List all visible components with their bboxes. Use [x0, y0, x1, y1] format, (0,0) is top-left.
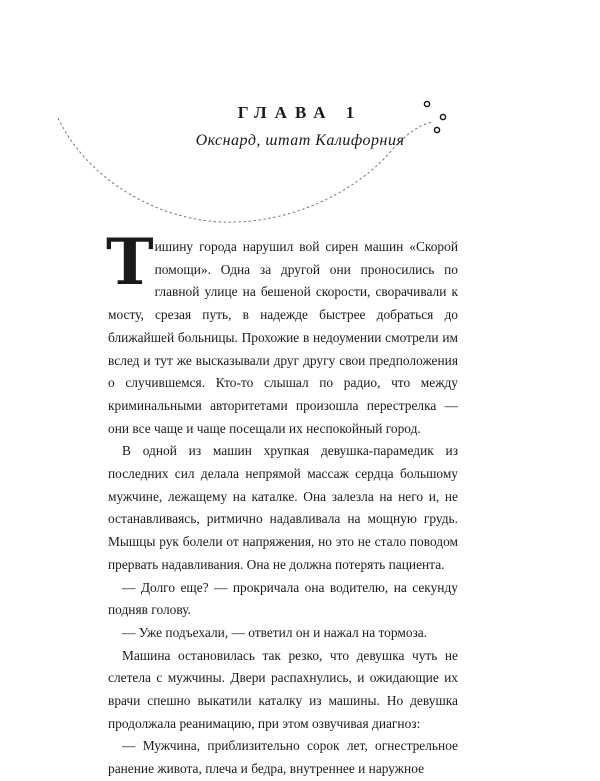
paragraph: — Уже подъехали, — ответил он и нажал на тормоза.	[122, 624, 428, 640]
paragraph	[106, 225, 458, 440]
paragraph: — Долго еще? — прокричала она водителю, на секунду подняв голову.	[108, 579, 458, 618]
chapter-heading: ГЛАВА 1	[237, 103, 363, 122]
paragraph: Машина остановилась так резко, что девушка чуть не слетела с мужчины. Двери распахнулись, и ожидающие их врачи спешно выкатили каталку из машины. Но девушка продолжала реанимацию, при этом озвучивая диагноз:	[108, 647, 458, 731]
paragraph: — Мужчина, приблизительно сорок лет, огнестрельное ранение живота, плеча и бедра, внутреннее и наружное	[108, 738, 458, 777]
chapter-subtitle: Окснард, штат Калифорния	[195, 132, 405, 149]
chapter-body	[106, 225, 458, 781]
drop-cap: Т	[106, 225, 154, 300]
paragraph: В одной из машин хрупкая девушка-парамедик из последних сил делала непрямой массаж сердца большому мужчине, лежащему на каталке. Она залезла на него и, не останавливаясь, ритмично надавливала на мощную грудь. Мышцы рук болели от напряжения, но это не стало поводом прервать надавливания. Она не должна потерять пациента.	[108, 443, 458, 572]
decorative-dashed-flight-path	[0, 0, 600, 260]
paragraph-text: ишину города нарушил вой сирен машин «Скорой помощи». Одна за другой они проносились по главной улице на бешеной скорости, сворачивали к мосту, срезая путь, в надежде быстрее добраться до ближайшей больницы. Прохожие в недоумении смотрели им вслед и тут же высказывали друг другу свои предположения о случившемся. Кто-то слышал по радио, что между криминальными авторитетами произошла перестрелка — они все чаще и чаще посещали их неспокойный город.	[108, 239, 458, 436]
